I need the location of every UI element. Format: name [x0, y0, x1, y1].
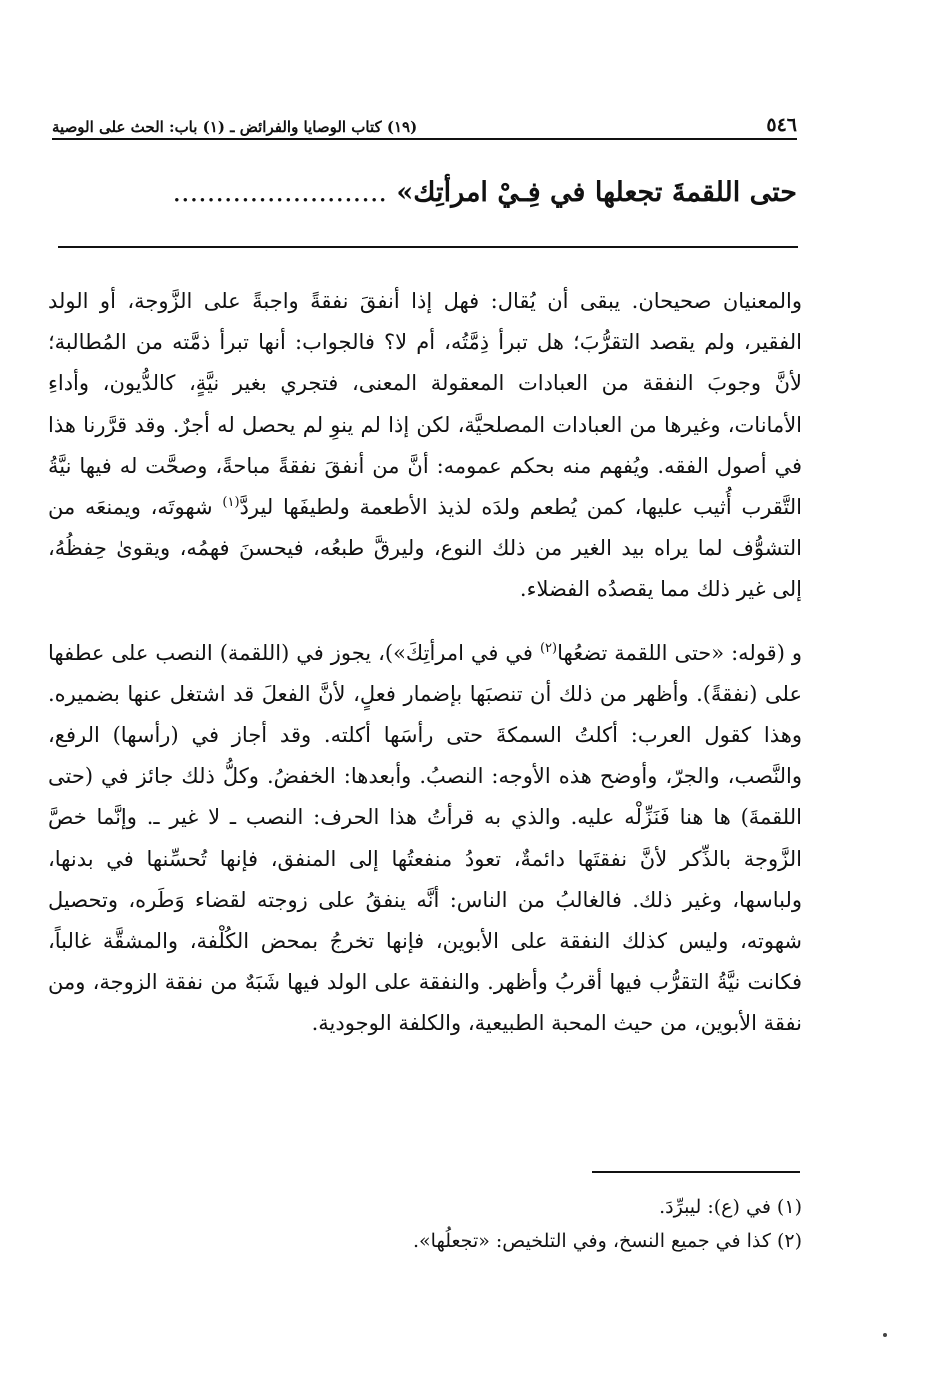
- page-header: [52, 108, 797, 136]
- footnote-ref-2: (٢): [539, 640, 558, 656]
- footnotes: [48, 1190, 802, 1258]
- paragraph-1-rest: شهوتَه، ويمنعَه من التشوُّف لما يراه بيد الغير من ذلك النوع، وليرقَّ طبعُه، فيحسنَ فهمُه، ويقوىٰ حِفظُهُ، إلى غير ذلك مما يقصدُه الفضلاء.: [48, 495, 802, 602]
- paragraph-2-start: و (قوله: «حتى اللقمة تضعُها: [557, 640, 802, 665]
- paragraph-1-text: والمعنيان صحيحان. يبقى أن يُقال: فهل إذا أنفقَ نفقةً واجبةً على الزَّوجة، أو الولد الفقير، ولم يقصد التقرُّبَ؛ هل تبرأ ذِمَّتُه، أم لا؟ فالجواب: أنها تبرأ ذمَّته من المُطالبة؛ لأنَّ وجوبَ النفقة من العبادات المعقولة المعنى، فتجري بغير نيَّةٍ، كالدُّيون، وأداءِ الأمانات، وغيرها من العبادات المصلحيَّة، لكن إذا لم ينوِ لم يحصل له أجرٌ. وقد قرَّرنا هذا في أصول الفقه. ويُفهم منه بحكم عمومه: أنَّ من أنفقَ نفقةً مباحةً، وصحَّت له فيها نيَّةُ التَّقرب أُثيب عليها، كمن يُطعم ولدَه لذيذ الأطعمة ولطيفَها ليردَّ: [48, 289, 803, 520]
- header-rule: [52, 138, 797, 140]
- commentary-paragraph-2: [48, 633, 802, 1045]
- hadith-text: [52, 170, 797, 215]
- hadith-quote: حتى اللقمةَ تجعلها في فِـيْ امرأتِك»: [396, 177, 797, 208]
- commentary-text: [48, 281, 802, 1045]
- page-number: ٥٤٦: [766, 114, 797, 136]
- hadith-dots: .........................: [172, 177, 388, 208]
- scan-speck: [883, 1333, 887, 1337]
- paragraph-2-rest: في في امرأتِكَ»)، يجوز في (اللقمة) النصب على عطفها على (نفقةً). وأظهر من ذلك أن تنصبَها بإضمار فعلٍ، لأنَّ الفعلَ قد اشتغل عنها بضميره. وهذا كقول العرب: أكلتُ السمكةَ حتى رأسَها أكلته. وقد أجاز في (رأسها) الرفع، والنَّصب، والجرّ، وأوضح هذه الأوجه: النصبُ. وأبعدها: الخفضُ. وكلُّ ذلك جائز في (حتى اللقمةَ) ها هنا فَنَزِّلْه عليه. والذي به قرأتُ هذا الحرف: النصب ـ لا غير ـ. وإنَّما خصَّ الزَّوجة بالذِّكر لأنَّ نفقتَها دائمةٌ، تعودُ منفعتُها إلى المنفق، فإنها تُحسِّنها في بدنها، ولباسها، وغير ذلك. فالغالبُ من الناس: أنَّه ينفقُ على زوجته لقضاء وَطَره، وتحصيل شهوته، وليس كذلك النفقة على الأبوين، فإنها تخرجُ بمحض الكُلْفة، والمشقَّة غالباً، فكانت نيَّةُ التقرُّب فيها أقربُ وأظهر. والنفقة على الولد فيها شَبَهٌ من نفقة الزوجة، ومن نفقة الأبوين، من حيث المحبة الطبيعية، والكلفة الوجودية.: [48, 640, 802, 1036]
- section-separator: [58, 246, 798, 248]
- running-title: (١٩) كتاب الوصايا والفرائض ـ (١) باب: الحث على الوصية: [52, 118, 418, 136]
- footnote-1: (١) في (ع): ليبرِّدَ.: [659, 1196, 802, 1218]
- footnote-rule: [592, 1171, 800, 1173]
- commentary-paragraph-1: [48, 281, 802, 611]
- footnote-ref-1: (١): [222, 495, 240, 511]
- footnote-2: (٢) كذا في جميع النسخ، وفي التلخيص: «تجعلُها».: [413, 1230, 802, 1252]
